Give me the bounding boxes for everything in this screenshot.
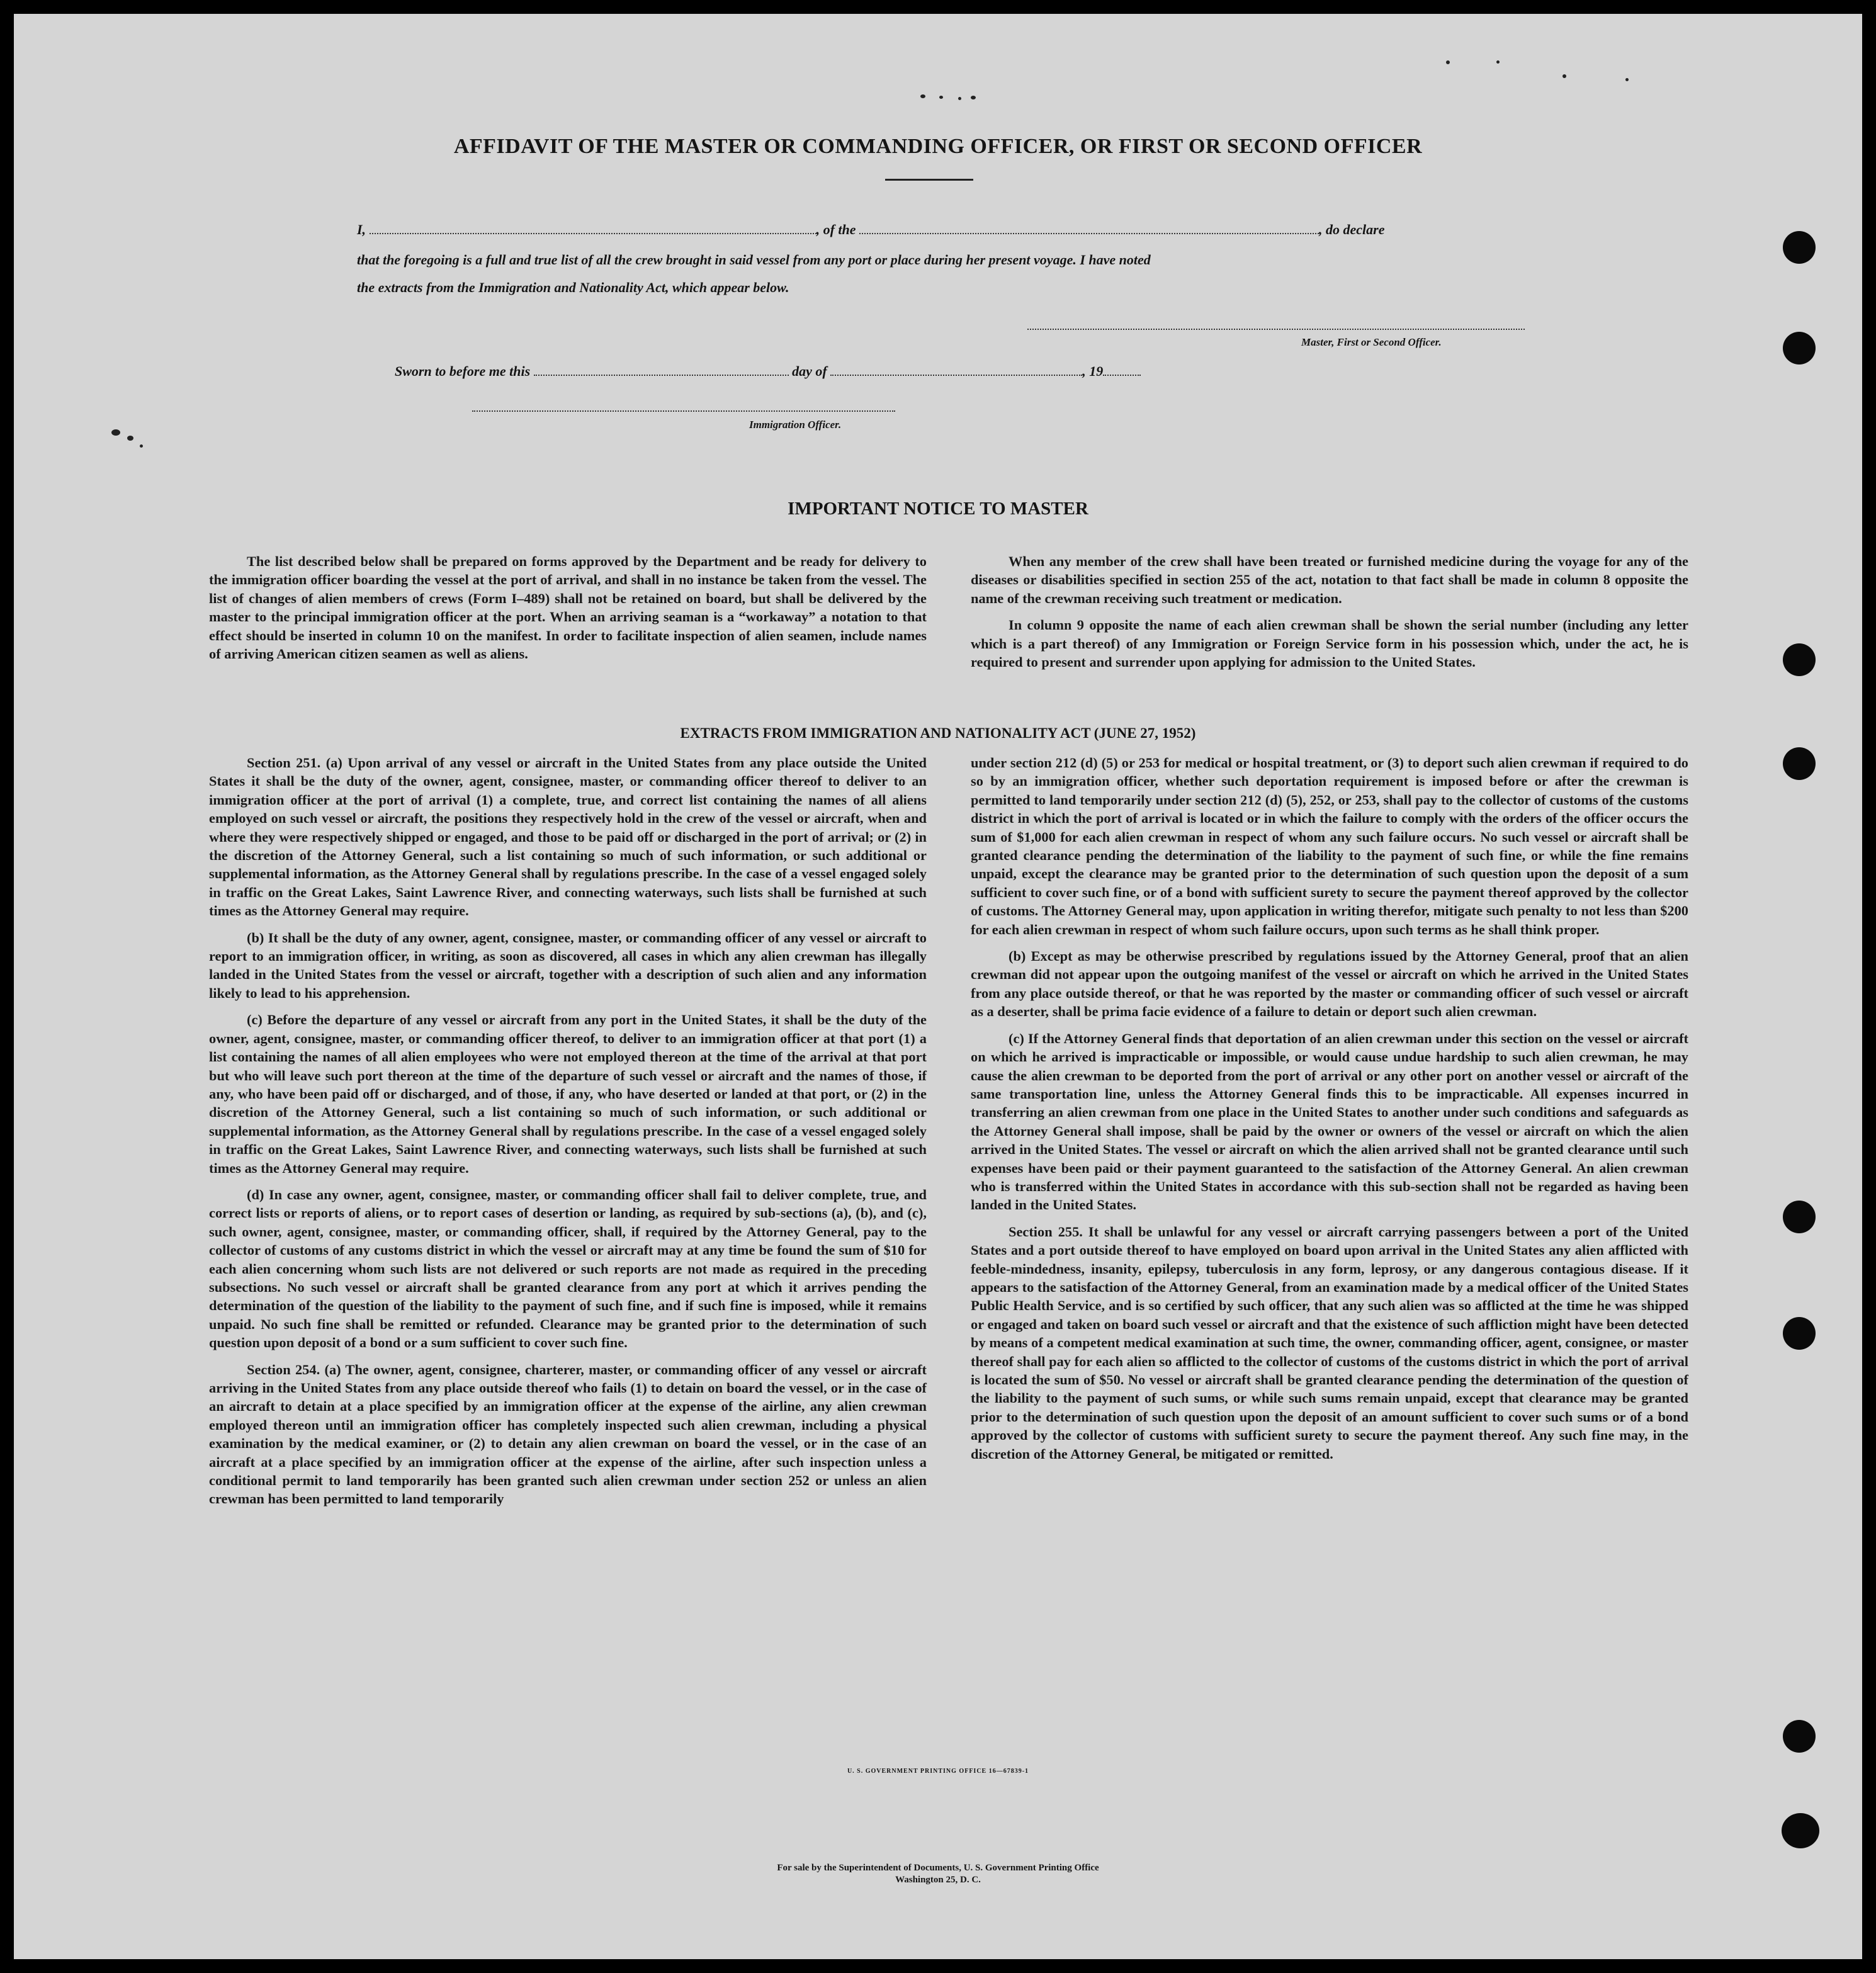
notice-left-paragraph: The list described below shall be prepared on forms approved by the Department and be ready for delivery to the immigration officer boarding the vessel at the port of arrival, and shall in no instance be taken from the vessel. The list of changes of alien members of crews (Form I–489) shall not be retained on board, but shall be delivered by the master to the principal immigration officer at the port. When an arriving seaman is a “workaway” a notation to that effect should be inserted in column 10 on the manifest. In order to facilitate inspection of alien seamen, include names of arriving American citizen seamen as well as aliens. (209, 553, 927, 662)
notice-left-column (209, 552, 927, 671)
punch-hole (1783, 643, 1816, 676)
master-signature-line[interactable] (1027, 329, 1525, 330)
punch-hole (1783, 332, 1816, 365)
sale-line-2: Washington 25, D. C. (895, 1875, 981, 1885)
sale-line-1: For sale by the Superintendent of Documents, U. S. Government Printing Office (777, 1863, 1099, 1873)
notice-right-paragraph-1: When any member of the crew shall have been treated or furnished medicine during the voyage for any of the diseases or disabilities specified in section 255 of the act, notation to that fact shall be made in column 8 opposite the name of the crewman receiving such treatment or medication. (971, 553, 1688, 606)
master-label: Master, First or Second Officer. (1301, 336, 1442, 348)
notice-right-column (971, 552, 1688, 679)
speck (920, 94, 925, 98)
declaration-line-2: that the foregoing is a full and true list of all the crew brought in said vessel from any port or place during her present voyage. I have noted (357, 252, 1151, 268)
speck (1562, 74, 1566, 78)
of-the-label: , of the (816, 222, 856, 237)
affidavit-title: AFFIDAVIT OF THE MASTER OR COMMANDING OFFICER, OR FIRST OR SECOND OFFICER (453, 135, 1423, 158)
punch-hole (1783, 231, 1816, 264)
section-251-a: Section 251. (a) Upon arrival of any vessel or aircraft in the United States from any place outside the United States it shall be the duty of the owner, agent, consignee, master, or commanding officer thereof to deliver to an immigration officer at the port of arrival (1) a complete, true, and correct list containing the names of all aliens employed on such vessel or aircraft, the positions they respectively hold in the crew of the vessel or aircraft, when and where they were respectively shipped or engaged, and those to be paid off or discharged in the port of arrival; or (2) in the discretion of the Attorney General, such a list containing so much of such information, or such additional or supplemental information, as the Attorney General shall by regulations prescribe. In the case of a vessel engaged solely in traffic on the Great Lakes, Saint Lawrence River, and connecting waterways, such lists shall be furnished at such times as the Attorney General may require. (209, 755, 927, 919)
section-251-c: (c) Before the departure of any vessel or aircraft from any port in the United States, it shall be the duty of the owner, agent, consignee, master, or commanding officer thereof, to deliver to an immigration officer at that port (1) a list containing the names of all alien employees who were not employed thereon at the time of the arrival at that port but who will leave such port thereon at the time of the departure of such vessel or aircraft and the names of those, if any, who have been paid off or discharged, and of those, if any, who have deserted or landed at that port, or (2) in the discretion of the Attorney General, such a list containing so much of such information, or such additional or supplemental information, as the Attorney General shall by regulations prescribe. In the case of a vessel engaged solely in traffic on the Great Lakes, Saint Lawrence River, and connecting waterways, such lists shall be furnished at such times as the Attorney General may require. (209, 1012, 927, 1176)
year-label: , 19 (1082, 363, 1104, 379)
speck (958, 97, 961, 100)
section-251-b: (b) It shall be the duty of any owner, agent, consignee, master, or commanding officer of any vessel or aircraft to report to an immigration officer, in writing, as soon as discovered, all cases in which any alien crewman has illegally landed in the United States from the vessel or aircraft, together with a description of such alien and any information likely to lead to his apprehension. (209, 929, 927, 1001)
sworn-label: Sworn to before me this (395, 363, 531, 379)
day-of-label: day of (792, 363, 827, 379)
declare-label: , do declare (1319, 222, 1385, 237)
punch-hole (1783, 747, 1816, 780)
declaration-line-3: the extracts from the Immigration and Nationality Act, which appear below. (357, 280, 789, 295)
i-label: I, (357, 222, 366, 237)
speck (971, 96, 976, 99)
sale-notice (14, 1862, 1862, 1886)
sworn-day-field[interactable] (534, 366, 789, 376)
document-page (14, 14, 1862, 1959)
punch-hole (1783, 1201, 1816, 1233)
speck (1625, 78, 1629, 81)
extracts-left-column (209, 754, 927, 1517)
immigration-officer-signature-line[interactable] (472, 410, 895, 412)
section-254-a-continued: under section 212 (d) (5) or 253 for medical or hospital treatment, or (3) to deport such alien crewman if required to do so by an immigration officer, whether such deportation requirement is imposed before or after the crewman is permitted to land temporarily under section 212 (d) (5), 252, or 253, shall pay to the collector of customs of the customs district in which the port of arrival is located or in which the failure to comply with the orders of the officer occurs the sum of $1,000 for each alien crewman in respect of whom any such failure occurs. No such vessel or aircraft shall be granted clearance pending the determination of the liability to the payment of such fine, or while the fine remains unpaid, except the clearance may be granted prior to the determination of such question upon the deposit of a sum sufficient to cover such fine, or of a bond with sufficient surety to secure the payment thereof approved by the collector of customs. The Attorney General may, upon application in writing therefor, mitigate such penalty to not less than $200 for each alien crewman in respect of whom such failure occurs, upon such terms as he shall think proper. (971, 755, 1688, 937)
sworn-year-field[interactable] (1103, 366, 1141, 376)
punch-hole (1782, 1813, 1819, 1848)
speck (1446, 60, 1450, 64)
section-254-b: (b) Except as may be otherwise prescribed by regulations issued by the Attorney General, proof that an alien crewman did not appear upon the outgoing manifest of the vessel or aircraft on which he arrived in the United States from any place outside thereof, or that he was reported by the master or commanding officer of such vessel or aircraft as a deserter, shall be prima facie evidence of a failure to detain or deport such alien crewman. (971, 948, 1688, 1020)
declaration-line-1 (357, 222, 1547, 238)
section-254-a: Section 254. (a) The owner, agent, consignee, charterer, master, or commanding officer of any vessel or aircraft arriving in the United States from any place outside thereof who fails (1) to detain on board the vessel, or in the case of an aircraft to detain at a place specified by an immigration officer at the expense of the airline, any alien crewman employed thereon until an immigration officer has completely inspected such alien crewman, including a physical examination by the medical examiner, or (2) to detain any alien crewman on board the vessel, or in the case of an aircraft at a place specified by an immigration officer at the expense of the airline, after such inspection unless a conditional permit to land temporarily has been granted such alien crewman under section 252 or unless an alien crewman has been permitted to land temporarily (209, 1361, 927, 1507)
immigration-officer-label: Immigration Officer. (749, 419, 842, 431)
punch-hole (1783, 1317, 1816, 1350)
extracts-right-column (971, 754, 1688, 1471)
sworn-line (395, 363, 1339, 380)
speck (127, 436, 133, 441)
title-divider (885, 179, 973, 181)
speck (140, 444, 143, 448)
notice-right-paragraph-2: In column 9 opposite the name of each alien crewman shall be shown the serial number (including any letter which is a part thereof) of any Immigration or Foreign Service form in his possession which, under the act, he is required to present and surrender upon applying for admission to the United States. (971, 617, 1688, 670)
gpo-imprint: U. S. GOVERNMENT PRINTING OFFICE 16—67839-1 (847, 1768, 1029, 1775)
punch-hole (1783, 1720, 1816, 1753)
name-field[interactable] (370, 224, 817, 234)
section-254-c: (c) If the Attorney General finds that deportation of an alien crewman under this section on the vessel or aircraft on which he arrived is impracticable or impossible, or would cause undue hardship to such alien crewman, he may cause the alien crewman to be deported from the port of arrival or any other port on another vessel or aircraft of the same transportation line, unless the Attorney General finds this to be impracticable. All expenses incurred in transferring an alien crewman from one place in the United States to another under such conditions and safeguards as the Attorney General shall impose, shall be paid by the owner or owners of the vessel or aircraft on which the alien arrived in the United States. The vessel or aircraft on which the alien arrived shall not be granted clearance until such expenses have been paid or their payment guaranteed to the satisfaction of the Attorney General. An alien crewman who is transferred within the United States in accordance with this sub-section shall not be regarded as having been landed in the United States. (971, 1030, 1688, 1213)
extracts-title: EXTRACTS FROM IMMIGRATION AND NATIONALITY ACT (JUNE 27, 1952) (680, 725, 1196, 741)
speck (111, 429, 120, 436)
notice-title: IMPORTANT NOTICE TO MASTER (788, 499, 1088, 519)
sworn-month-field[interactable] (830, 366, 1082, 376)
speck (939, 96, 943, 99)
vessel-field[interactable] (859, 224, 1319, 234)
speck (1496, 60, 1500, 64)
section-251-d: (d) In case any owner, agent, consignee, master, or commanding officer shall fail to deliver complete, true, and correct lists or reports of aliens, or to report cases of desertion or landing, as required by sub-sections (a), (b), and (c), such owner, agent, consignee, master, or commanding officer, shall, if required by the Attorney General, pay to the collector of customs of any customs district in which the vessel or aircraft may at any time be found the sum of $10 for each alien concerning whom such lists are not delivered or such reports are not made as required in the preceding subsections. No such vessel or aircraft shall be granted clearance from any port at which it arrives pending the determination of the question of the liability to the payment of such fine, and if such fine is imposed, while it remains unpaid. No such fine shall be remitted or refunded. Clearance may be granted prior to the determination of such question upon deposit of a bond or a sum sufficient to cover such fine. (209, 1186, 927, 1351)
section-255: Section 255. It shall be unlawful for any vessel or aircraft carrying passengers between a port of the United States and a port outside thereof to have employed on board upon arrival in the United States any alien afflicted with feeble-mindedness, insanity, epilepsy, tuberculosis in any form, leprosy, or any dangerous contagious disease. If it appears to the satisfaction of the Attorney General, from an examination made by a medical officer of the United States Public Health Service, and is so certified by such officer, that any such alien was so afflicted at the time he was shipped or engaged and taken on board such vessel or aircraft and that the existence of such affliction might have been detected by means of a competent medical examination at such time, the owner, commanding officer, agent, consignee, or master thereof shall pay for each alien so afflicted to the collector of customs of the customs district in which the port of arrival is located the sum of $50. No vessel or aircraft shall be granted clearance pending the determination of the question of the liability to the payment of such sums, or while such sums remain unpaid, except that clearance may be granted prior to the determination of such question upon the deposit of an amount sufficient to cover such sums or of a bond approved by the collector of customs with sufficient surety to secure the payment thereof. Any such fine may, in the discretion of the Attorney General, be mitigated or remitted. (971, 1223, 1688, 1462)
